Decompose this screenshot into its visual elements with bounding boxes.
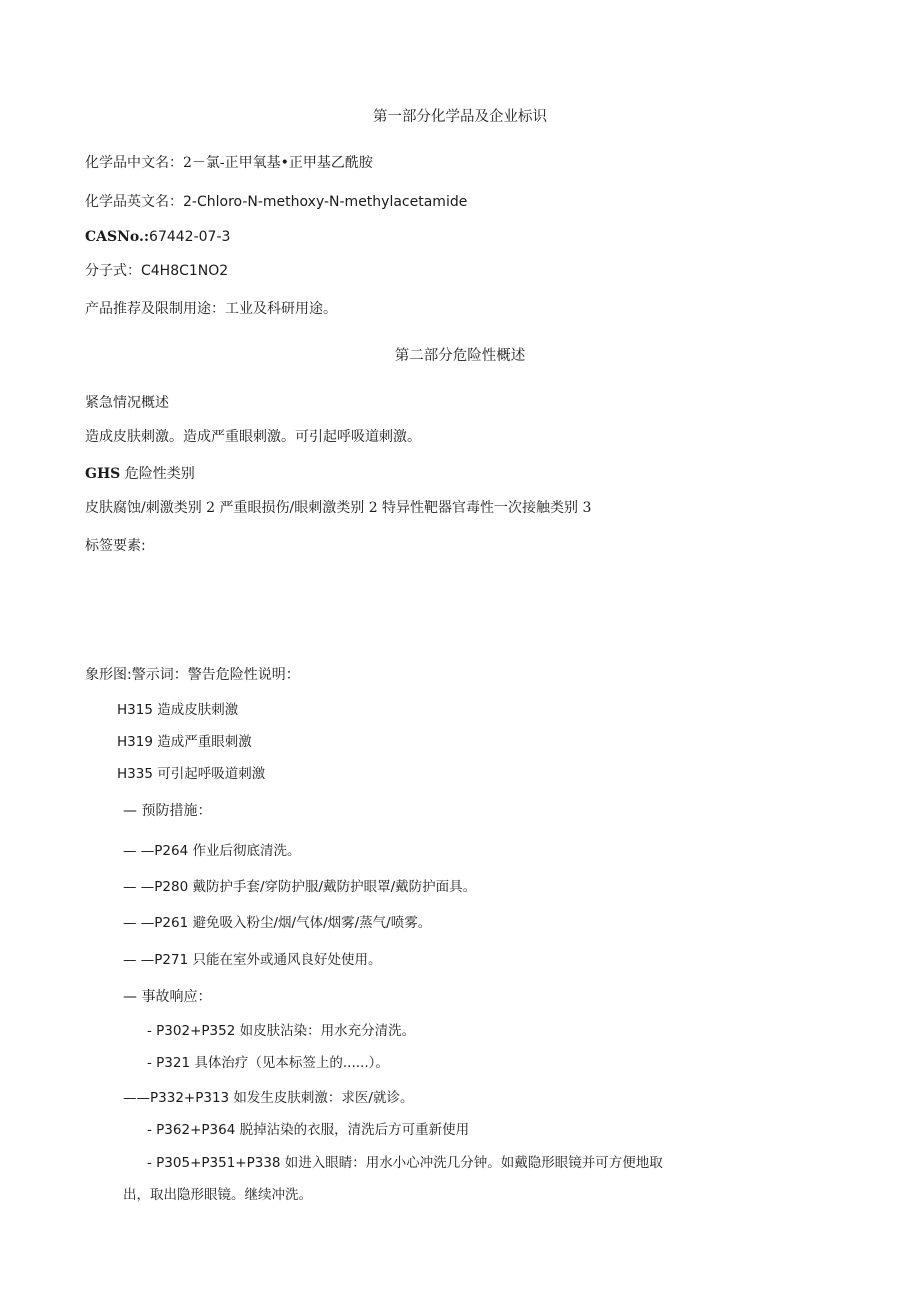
use-value: 工业及科研用途。 xyxy=(225,301,337,317)
cn-name-value: 2－氯-正甲氧基•正甲基乙酰胺 xyxy=(183,155,373,171)
hazard-statement: H335 可引起呼吸道刺激 xyxy=(117,766,266,782)
cas-row xyxy=(85,227,230,247)
cn-name-row xyxy=(85,153,373,173)
response-item-continuation: 出，取出隐形眼镜。继续冲洗。 xyxy=(123,1187,312,1203)
cn-name-label: 化学品中文名： xyxy=(85,155,183,171)
response-item: - P305+P351+P338 如进入眼睛：用水小心冲洗几分钟。如戴隐形眼镜并可方便地取 xyxy=(147,1155,663,1171)
prevention-item: — —P264 作业后彻底清洗。 xyxy=(123,843,301,859)
label-elements: 标签要素: xyxy=(85,538,146,554)
en-name-value: 2-Chloro-N-methoxy-N-methylacetamide xyxy=(183,194,468,210)
response-item: - P321 具体治疗（见本标签上的......）。 xyxy=(147,1055,389,1071)
pictogram-line: 象形图:警示词：警告危险性说明： xyxy=(85,667,300,683)
en-name-row xyxy=(85,192,467,212)
prevention-item: — —P271 只能在室外或通风良好处使用。 xyxy=(123,952,382,968)
formula-row xyxy=(85,261,228,281)
ghs-heading-row xyxy=(85,464,195,484)
response-heading: — 事故响应： xyxy=(123,989,212,1005)
ghs-text: 皮肤腐蚀/刺激类别 2 严重眼损伤/眼刺激类别 2 特异性靶器官毒性一次接触类别 3 xyxy=(85,500,592,516)
formula-value: C4H8C1NO2 xyxy=(141,263,229,279)
hazard-statement: H315 造成皮肤刺激 xyxy=(117,702,239,718)
use-label: 产品推荐及限制用途： xyxy=(85,301,225,317)
hazard-statement: H319 造成严重眼刺激 xyxy=(117,734,252,750)
response-item: - P302+P352 如皮肤沾染：用水充分清洗。 xyxy=(147,1023,416,1039)
use-row xyxy=(85,299,337,319)
ghs-prefix: GHS xyxy=(85,466,121,482)
section2-title: 第二部分危险性概述 xyxy=(394,348,526,364)
emergency-text: 造成皮肤刺激。造成严重眼刺激。可引起呼吸道刺激。 xyxy=(85,429,421,445)
formula-label: 分子式： xyxy=(85,263,141,279)
response-item: - P362+P364 脱掉沾染的衣服，清洗后方可重新使用 xyxy=(147,1122,470,1138)
emergency-heading: 紧急情况概述 xyxy=(85,395,169,411)
cas-value: 67442-07-3 xyxy=(149,229,231,245)
prevention-item: — —P280 戴防护手套/穿防护服/戴防护眼罩/戴防护面具。 xyxy=(123,879,477,895)
cas-label: CASNo.: xyxy=(85,229,150,245)
en-name-label: 化学品英文名： xyxy=(85,194,183,210)
ghs-heading: 危险性类别 xyxy=(124,466,195,482)
response-item: ——P332+P313 如发生皮肤刺激：求医/就诊。 xyxy=(123,1090,414,1106)
section1-title: 第一部分化学品及企业标识 xyxy=(373,109,547,125)
prevention-heading: — 预防措施： xyxy=(123,803,212,819)
prevention-item: — —P261 避免吸入粉尘/烟/气体/烟雾/蒸气/喷雾。 xyxy=(123,915,432,931)
